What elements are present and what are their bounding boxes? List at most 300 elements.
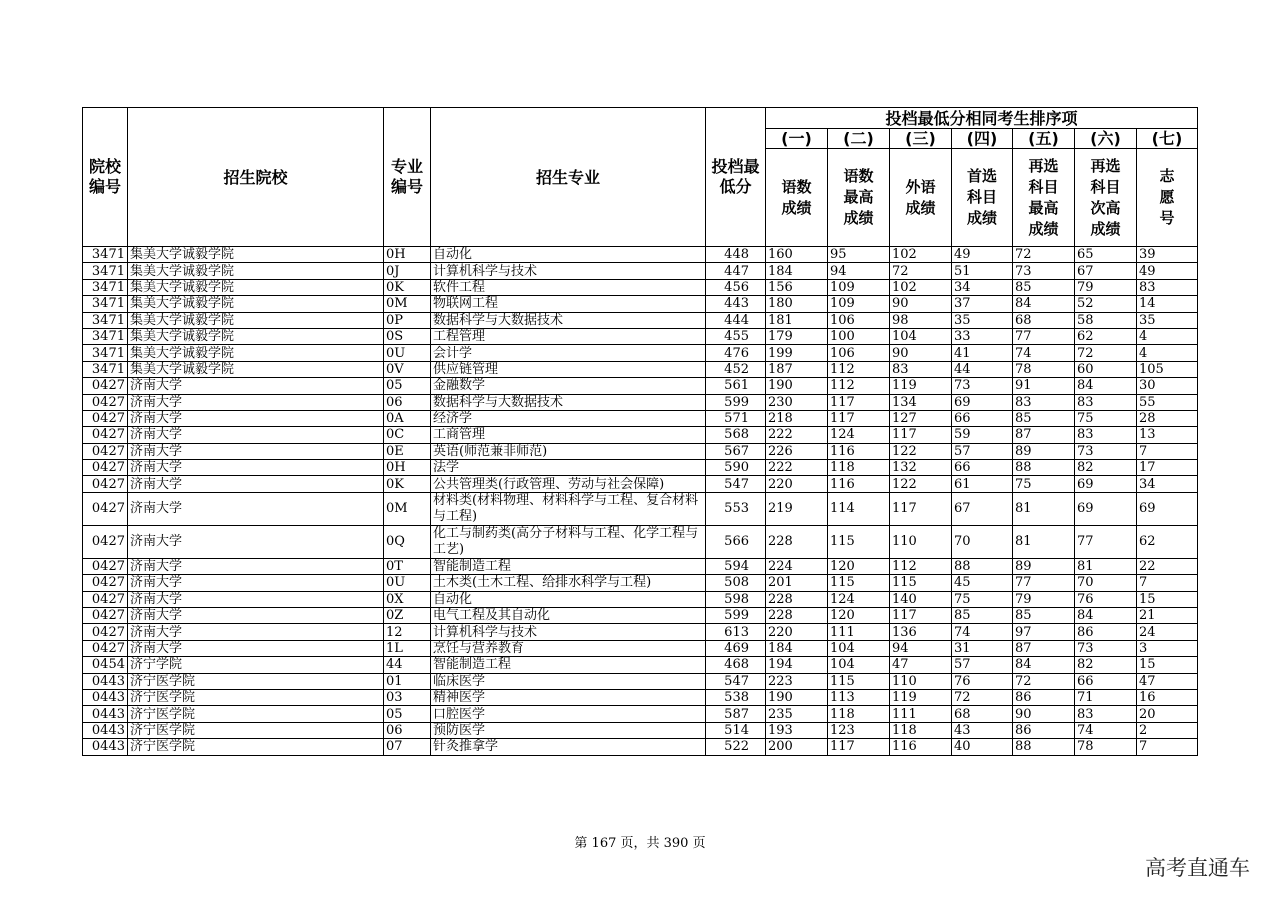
- major-cell: 计算机科学与技术: [431, 624, 706, 640]
- tiebreak-6-cell: 69: [1075, 476, 1137, 492]
- table-row: [83, 279, 1198, 295]
- tiebreak-5-cell: 74: [1013, 345, 1075, 361]
- tiebreak-3-cell: 136: [890, 624, 952, 640]
- tiebreak-5-cell: 83: [1013, 394, 1075, 410]
- tiebreak-5-cell: 87: [1013, 640, 1075, 656]
- major-cell: 数据科学与大数据技术: [431, 312, 706, 328]
- tiebreak-1-cell: 190: [766, 689, 828, 705]
- major-cell: 烹饪与营养教育: [431, 640, 706, 656]
- tiebreak-6-cell: 74: [1075, 722, 1137, 738]
- admission-score-table: [82, 107, 1198, 756]
- tiebreak-3-cell: 104: [890, 328, 952, 344]
- table-row: [83, 525, 1198, 558]
- min-score-cell: 590: [706, 460, 766, 476]
- tiebreak-2-cell: 116: [828, 443, 890, 459]
- header-tiebreak-5-label: 再选科目最高成绩: [1013, 149, 1075, 247]
- tiebreak-2-cell: 120: [828, 608, 890, 624]
- table-row: [83, 624, 1198, 640]
- tiebreak-7-cell: 7: [1137, 443, 1198, 459]
- header-tiebreak-3-label: 外语成绩: [890, 149, 952, 247]
- school-code-cell: 0443: [83, 689, 128, 705]
- tiebreak-3-cell: 117: [890, 608, 952, 624]
- school-cell: 济南大学: [128, 476, 384, 492]
- table-row: [83, 345, 1198, 361]
- min-score-cell: 448: [706, 247, 766, 263]
- tiebreak-4-cell: 57: [952, 657, 1013, 673]
- tiebreak-2-cell: 120: [828, 558, 890, 574]
- tiebreak-3-cell: 94: [890, 640, 952, 656]
- school-code-cell: 0427: [83, 525, 128, 558]
- major-code-cell: 0U: [384, 575, 431, 591]
- school-code-cell: 3471: [83, 312, 128, 328]
- tiebreak-2-cell: 112: [828, 361, 890, 377]
- table-row: [83, 706, 1198, 722]
- table-row: [83, 296, 1198, 312]
- table-row: [83, 739, 1198, 755]
- tiebreak-6-cell: 86: [1075, 624, 1137, 640]
- tiebreak-7-cell: 16: [1137, 689, 1198, 705]
- min-score-cell: 452: [706, 361, 766, 377]
- tiebreak-3-cell: 117: [890, 492, 952, 525]
- tiebreak-2-cell: 118: [828, 460, 890, 476]
- major-cell: 工商管理: [431, 427, 706, 443]
- tiebreak-5-cell: 72: [1013, 247, 1075, 263]
- tiebreak-2-cell: 124: [828, 427, 890, 443]
- tiebreak-7-cell: 4: [1137, 345, 1198, 361]
- tiebreak-5-cell: 89: [1013, 443, 1075, 459]
- tiebreak-3-cell: 102: [890, 279, 952, 295]
- major-code-cell: 44: [384, 657, 431, 673]
- tiebreak-4-cell: 33: [952, 328, 1013, 344]
- tiebreak-4-cell: 67: [952, 492, 1013, 525]
- header-tiebreak-6-label: 再选科目次高成绩: [1075, 149, 1137, 247]
- major-cell: 计算机科学与技术: [431, 263, 706, 279]
- tiebreak-1-cell: 184: [766, 263, 828, 279]
- tiebreak-2-cell: 106: [828, 312, 890, 328]
- tiebreak-3-cell: 90: [890, 296, 952, 312]
- min-score-cell: 587: [706, 706, 766, 722]
- table-row: [83, 640, 1198, 656]
- tiebreak-6-cell: 58: [1075, 312, 1137, 328]
- tiebreak-4-cell: 59: [952, 427, 1013, 443]
- tiebreak-4-cell: 43: [952, 722, 1013, 738]
- tiebreak-7-cell: 105: [1137, 361, 1198, 377]
- tiebreak-5-cell: 68: [1013, 312, 1075, 328]
- tiebreak-7-cell: 69: [1137, 492, 1198, 525]
- tiebreak-1-cell: 190: [766, 378, 828, 394]
- header-tiebreak-group: 投档最低分相同考生排序项: [766, 108, 1198, 129]
- tiebreak-5-cell: 89: [1013, 558, 1075, 574]
- tiebreak-6-cell: 77: [1075, 525, 1137, 558]
- tiebreak-3-cell: 127: [890, 410, 952, 426]
- major-code-cell: 0V: [384, 361, 431, 377]
- tiebreak-4-cell: 69: [952, 394, 1013, 410]
- major-code-cell: 0T: [384, 558, 431, 574]
- table-row: [83, 328, 1198, 344]
- tiebreak-2-cell: 111: [828, 624, 890, 640]
- header-tiebreak-2-label: 语数最高成绩: [828, 149, 890, 247]
- min-score-cell: 443: [706, 296, 766, 312]
- school-cell: 集美大学诚毅学院: [128, 328, 384, 344]
- min-score-cell: 468: [706, 657, 766, 673]
- school-cell: 济南大学: [128, 591, 384, 607]
- tiebreak-4-cell: 75: [952, 591, 1013, 607]
- school-code-cell: 3471: [83, 328, 128, 344]
- tiebreak-2-cell: 115: [828, 575, 890, 591]
- school-cell: 济南大学: [128, 558, 384, 574]
- tiebreak-6-cell: 83: [1075, 427, 1137, 443]
- header-tiebreak-3-number: (三): [890, 129, 952, 149]
- tiebreak-3-cell: 119: [890, 378, 952, 394]
- min-score-cell: 613: [706, 624, 766, 640]
- tiebreak-6-cell: 83: [1075, 394, 1137, 410]
- school-cell: 济南大学: [128, 427, 384, 443]
- tiebreak-5-cell: 86: [1013, 722, 1075, 738]
- tiebreak-7-cell: 62: [1137, 525, 1198, 558]
- tiebreak-1-cell: 226: [766, 443, 828, 459]
- tiebreak-7-cell: 49: [1137, 263, 1198, 279]
- table-row: [83, 492, 1198, 525]
- major-code-cell: 0M: [384, 492, 431, 525]
- tiebreak-3-cell: 132: [890, 460, 952, 476]
- school-code-cell: 0427: [83, 410, 128, 426]
- school-cell: 济宁医学院: [128, 689, 384, 705]
- tiebreak-7-cell: 21: [1137, 608, 1198, 624]
- major-code-cell: 05: [384, 706, 431, 722]
- major-code-cell: 0M: [384, 296, 431, 312]
- table-row: [83, 247, 1198, 263]
- tiebreak-1-cell: 228: [766, 608, 828, 624]
- tiebreak-3-cell: 112: [890, 558, 952, 574]
- school-cell: 济宁医学院: [128, 739, 384, 755]
- tiebreak-1-cell: 194: [766, 657, 828, 673]
- tiebreak-7-cell: 13: [1137, 427, 1198, 443]
- major-code-cell: 0Z: [384, 608, 431, 624]
- tiebreak-6-cell: 84: [1075, 378, 1137, 394]
- tiebreak-7-cell: 3: [1137, 640, 1198, 656]
- table-row: [83, 673, 1198, 689]
- tiebreak-2-cell: 123: [828, 722, 890, 738]
- tiebreak-6-cell: 84: [1075, 608, 1137, 624]
- header-tiebreak-7-number: (七): [1137, 129, 1198, 149]
- tiebreak-4-cell: 61: [952, 476, 1013, 492]
- tiebreak-4-cell: 37: [952, 296, 1013, 312]
- major-code-cell: 0H: [384, 460, 431, 476]
- tiebreak-5-cell: 85: [1013, 608, 1075, 624]
- major-cell: 土木类(土木工程、给排水科学与工程): [431, 575, 706, 591]
- major-code-cell: 0Q: [384, 525, 431, 558]
- tiebreak-5-cell: 77: [1013, 328, 1075, 344]
- tiebreak-6-cell: 71: [1075, 689, 1137, 705]
- major-cell: 自动化: [431, 591, 706, 607]
- tiebreak-6-cell: 72: [1075, 345, 1137, 361]
- min-score-cell: 567: [706, 443, 766, 459]
- school-cell: 济南大学: [128, 525, 384, 558]
- tiebreak-7-cell: 39: [1137, 247, 1198, 263]
- school-code-cell: 3471: [83, 263, 128, 279]
- min-score-cell: 476: [706, 345, 766, 361]
- table-row: [83, 443, 1198, 459]
- header-tiebreak-4-label: 首选科目成绩: [952, 149, 1013, 247]
- tiebreak-6-cell: 73: [1075, 443, 1137, 459]
- school-cell: 济南大学: [128, 394, 384, 410]
- school-code-cell: 0443: [83, 722, 128, 738]
- tiebreak-1-cell: 181: [766, 312, 828, 328]
- tiebreak-5-cell: 91: [1013, 378, 1075, 394]
- major-cell: 口腔医学: [431, 706, 706, 722]
- tiebreak-2-cell: 100: [828, 328, 890, 344]
- tiebreak-5-cell: 87: [1013, 427, 1075, 443]
- school-code-cell: 0427: [83, 558, 128, 574]
- tiebreak-5-cell: 77: [1013, 575, 1075, 591]
- major-cell: 自动化: [431, 247, 706, 263]
- school-code-cell: 0427: [83, 575, 128, 591]
- major-cell: 针灸推拿学: [431, 739, 706, 755]
- tiebreak-3-cell: 116: [890, 739, 952, 755]
- major-code-cell: 0H: [384, 247, 431, 263]
- tiebreak-3-cell: 47: [890, 657, 952, 673]
- tiebreak-4-cell: 57: [952, 443, 1013, 459]
- tiebreak-5-cell: 81: [1013, 525, 1075, 558]
- tiebreak-4-cell: 51: [952, 263, 1013, 279]
- tiebreak-2-cell: 94: [828, 263, 890, 279]
- tiebreak-4-cell: 44: [952, 361, 1013, 377]
- school-cell: 济南大学: [128, 492, 384, 525]
- major-code-cell: 06: [384, 394, 431, 410]
- tiebreak-3-cell: 140: [890, 591, 952, 607]
- table-row: [83, 575, 1198, 591]
- major-cell: 精神医学: [431, 689, 706, 705]
- tiebreak-7-cell: 20: [1137, 706, 1198, 722]
- tiebreak-1-cell: 223: [766, 673, 828, 689]
- school-code-cell: 3471: [83, 361, 128, 377]
- school-cell: 集美大学诚毅学院: [128, 296, 384, 312]
- table-row: [83, 657, 1198, 673]
- page-number: 第 167 页，共 390 页: [574, 836, 706, 851]
- tiebreak-7-cell: 24: [1137, 624, 1198, 640]
- tiebreak-4-cell: 35: [952, 312, 1013, 328]
- tiebreak-1-cell: 200: [766, 739, 828, 755]
- tiebreak-3-cell: 111: [890, 706, 952, 722]
- tiebreak-3-cell: 115: [890, 575, 952, 591]
- tiebreak-1-cell: 179: [766, 328, 828, 344]
- tiebreak-4-cell: 34: [952, 279, 1013, 295]
- tiebreak-1-cell: 180: [766, 296, 828, 312]
- tiebreak-5-cell: 73: [1013, 263, 1075, 279]
- tiebreak-7-cell: 15: [1137, 657, 1198, 673]
- school-cell: 济南大学: [128, 640, 384, 656]
- tiebreak-7-cell: 28: [1137, 410, 1198, 426]
- tiebreak-6-cell: 73: [1075, 640, 1137, 656]
- school-cell: 济宁医学院: [128, 722, 384, 738]
- table-row: [83, 312, 1198, 328]
- school-cell: 济南大学: [128, 378, 384, 394]
- school-code-cell: 0427: [83, 591, 128, 607]
- school-code-cell: 0443: [83, 706, 128, 722]
- header-tiebreak-1-number: (一): [766, 129, 828, 149]
- tiebreak-3-cell: 110: [890, 525, 952, 558]
- school-code-cell: 0427: [83, 394, 128, 410]
- min-score-cell: 522: [706, 739, 766, 755]
- tiebreak-1-cell: 228: [766, 591, 828, 607]
- major-cell: 材料类(材料物理、材料科学与工程、复合材料与工程): [431, 492, 706, 525]
- tiebreak-6-cell: 82: [1075, 657, 1137, 673]
- tiebreak-3-cell: 110: [890, 673, 952, 689]
- tiebreak-1-cell: 220: [766, 476, 828, 492]
- tiebreak-4-cell: 68: [952, 706, 1013, 722]
- tiebreak-6-cell: 83: [1075, 706, 1137, 722]
- min-score-cell: 508: [706, 575, 766, 591]
- tiebreak-7-cell: 22: [1137, 558, 1198, 574]
- header-school: 招生院校: [128, 108, 384, 247]
- tiebreak-3-cell: 102: [890, 247, 952, 263]
- school-cell: 集美大学诚毅学院: [128, 361, 384, 377]
- min-score-cell: 553: [706, 492, 766, 525]
- tiebreak-3-cell: 117: [890, 427, 952, 443]
- tiebreak-7-cell: 15: [1137, 591, 1198, 607]
- school-cell: 济南大学: [128, 410, 384, 426]
- major-code-cell: 06: [384, 722, 431, 738]
- tiebreak-4-cell: 73: [952, 378, 1013, 394]
- major-cell: 金融数学: [431, 378, 706, 394]
- tiebreak-7-cell: 14: [1137, 296, 1198, 312]
- major-code-cell: 0K: [384, 279, 431, 295]
- min-score-cell: 594: [706, 558, 766, 574]
- tiebreak-2-cell: 95: [828, 247, 890, 263]
- tiebreak-3-cell: 90: [890, 345, 952, 361]
- table-row: [83, 427, 1198, 443]
- tiebreak-2-cell: 115: [828, 673, 890, 689]
- tiebreak-3-cell: 72: [890, 263, 952, 279]
- min-score-cell: 599: [706, 394, 766, 410]
- school-cell: 集美大学诚毅学院: [128, 247, 384, 263]
- school-cell: 济南大学: [128, 443, 384, 459]
- tiebreak-3-cell: 118: [890, 722, 952, 738]
- school-code-cell: 0427: [83, 624, 128, 640]
- major-cell: 预防医学: [431, 722, 706, 738]
- tiebreak-1-cell: 218: [766, 410, 828, 426]
- major-cell: 公共管理类(行政管理、劳动与社会保障): [431, 476, 706, 492]
- major-code-cell: 0K: [384, 476, 431, 492]
- tiebreak-5-cell: 84: [1013, 296, 1075, 312]
- min-score-cell: 599: [706, 608, 766, 624]
- tiebreak-1-cell: 201: [766, 575, 828, 591]
- min-score-cell: 455: [706, 328, 766, 344]
- table-row: [83, 460, 1198, 476]
- tiebreak-2-cell: 117: [828, 394, 890, 410]
- tiebreak-1-cell: 187: [766, 361, 828, 377]
- major-cell: 物联网工程: [431, 296, 706, 312]
- tiebreak-2-cell: 115: [828, 525, 890, 558]
- tiebreak-4-cell: 66: [952, 410, 1013, 426]
- tiebreak-3-cell: 119: [890, 689, 952, 705]
- tiebreak-4-cell: 85: [952, 608, 1013, 624]
- tiebreak-6-cell: 78: [1075, 739, 1137, 755]
- major-code-cell: 0A: [384, 410, 431, 426]
- tiebreak-4-cell: 70: [952, 525, 1013, 558]
- tiebreak-2-cell: 104: [828, 640, 890, 656]
- tiebreak-6-cell: 60: [1075, 361, 1137, 377]
- major-code-cell: 03: [384, 689, 431, 705]
- major-code-cell: 0S: [384, 328, 431, 344]
- min-score-cell: 538: [706, 689, 766, 705]
- tiebreak-5-cell: 84: [1013, 657, 1075, 673]
- school-code-cell: 0427: [83, 476, 128, 492]
- tiebreak-5-cell: 79: [1013, 591, 1075, 607]
- tiebreak-2-cell: 117: [828, 410, 890, 426]
- table-row: [83, 722, 1198, 738]
- school-cell: 济南大学: [128, 608, 384, 624]
- major-cell: 软件工程: [431, 279, 706, 295]
- tiebreak-6-cell: 65: [1075, 247, 1137, 263]
- min-score-cell: 568: [706, 427, 766, 443]
- tiebreak-1-cell: 156: [766, 279, 828, 295]
- tiebreak-1-cell: 222: [766, 460, 828, 476]
- tiebreak-5-cell: 81: [1013, 492, 1075, 525]
- major-cell: 智能制造工程: [431, 657, 706, 673]
- major-cell: 英语(师范兼非师范): [431, 443, 706, 459]
- watermark-text: 高考直通车: [1145, 856, 1250, 880]
- tiebreak-6-cell: 52: [1075, 296, 1137, 312]
- tiebreak-1-cell: 184: [766, 640, 828, 656]
- school-cell: 济南大学: [128, 624, 384, 640]
- major-code-cell: 0U: [384, 345, 431, 361]
- tiebreak-7-cell: 83: [1137, 279, 1198, 295]
- tiebreak-1-cell: 193: [766, 722, 828, 738]
- tiebreak-1-cell: 219: [766, 492, 828, 525]
- tiebreak-2-cell: 106: [828, 345, 890, 361]
- table-row: [83, 394, 1198, 410]
- header-major-code: 专业编号: [384, 108, 431, 247]
- tiebreak-7-cell: 4: [1137, 328, 1198, 344]
- tiebreak-2-cell: 114: [828, 492, 890, 525]
- min-score-cell: 547: [706, 476, 766, 492]
- major-code-cell: 12: [384, 624, 431, 640]
- tiebreak-2-cell: 109: [828, 296, 890, 312]
- header-tiebreak-6-number: (六): [1075, 129, 1137, 149]
- school-code-cell: 0427: [83, 443, 128, 459]
- table-row: [83, 378, 1198, 394]
- min-score-cell: 444: [706, 312, 766, 328]
- tiebreak-4-cell: 76: [952, 673, 1013, 689]
- tiebreak-5-cell: 72: [1013, 673, 1075, 689]
- school-code-cell: 3471: [83, 279, 128, 295]
- tiebreak-6-cell: 69: [1075, 492, 1137, 525]
- table-row: [83, 476, 1198, 492]
- major-cell: 会计学: [431, 345, 706, 361]
- tiebreak-3-cell: 134: [890, 394, 952, 410]
- header-tiebreak-7-label: 志愿号: [1137, 149, 1198, 247]
- school-cell: 济宁学院: [128, 657, 384, 673]
- school-code-cell: 3471: [83, 345, 128, 361]
- major-code-cell: 07: [384, 739, 431, 755]
- school-code-cell: 0443: [83, 739, 128, 755]
- major-cell: 数据科学与大数据技术: [431, 394, 706, 410]
- tiebreak-5-cell: 86: [1013, 689, 1075, 705]
- min-score-cell: 598: [706, 591, 766, 607]
- school-cell: 集美大学诚毅学院: [128, 345, 384, 361]
- min-score-cell: 547: [706, 673, 766, 689]
- header-tiebreak-5-number: (五): [1013, 129, 1075, 149]
- tiebreak-6-cell: 67: [1075, 263, 1137, 279]
- tiebreak-3-cell: 98: [890, 312, 952, 328]
- tiebreak-4-cell: 40: [952, 739, 1013, 755]
- min-score-cell: 447: [706, 263, 766, 279]
- tiebreak-3-cell: 122: [890, 443, 952, 459]
- tiebreak-2-cell: 124: [828, 591, 890, 607]
- min-score-cell: 566: [706, 525, 766, 558]
- tiebreak-3-cell: 83: [890, 361, 952, 377]
